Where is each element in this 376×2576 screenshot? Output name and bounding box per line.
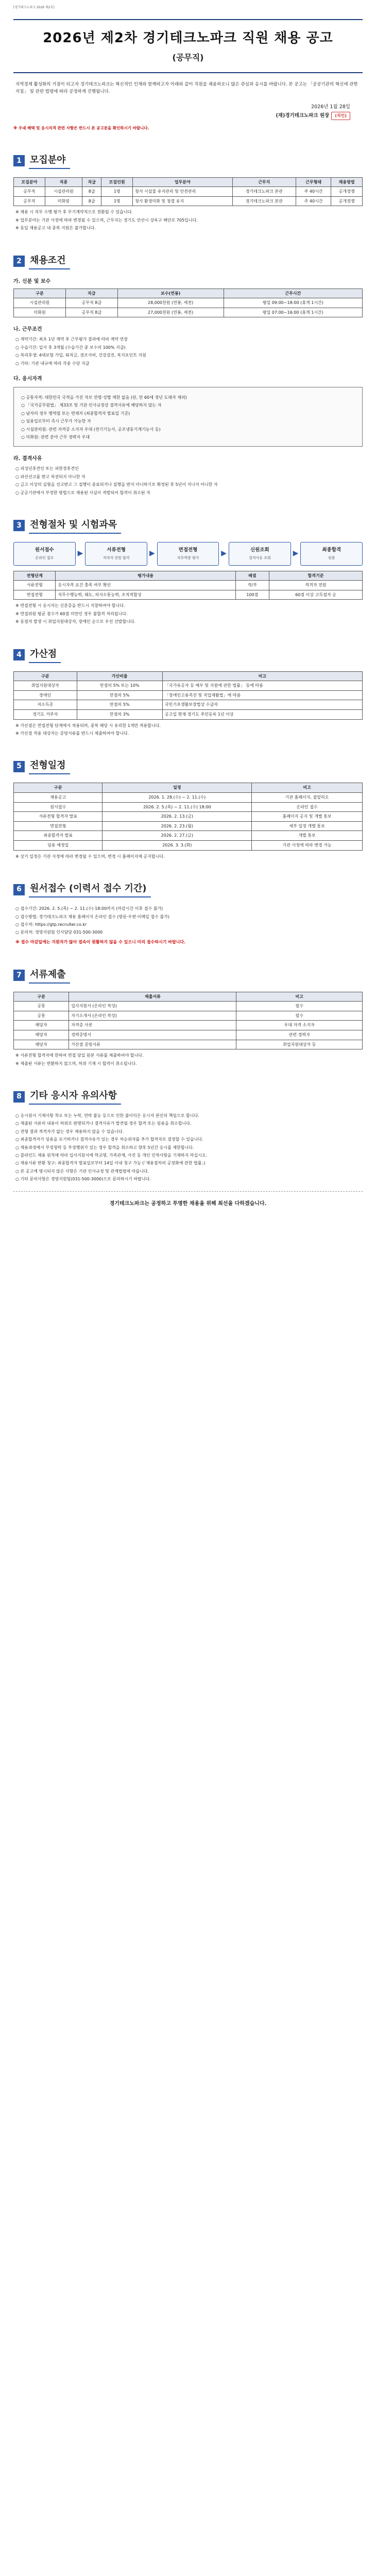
section-8-header — [13, 1089, 363, 1105]
conditions-sub2: 나. 근무조건 — [13, 327, 42, 333]
qualification-item: ○ 미화원: 관련 분야 근무 경력자 우대 — [21, 434, 90, 439]
docs-row — [14, 1011, 363, 1021]
process-step-name: 최종합격 — [322, 547, 341, 553]
docs-cell: 취업지원대상자 등 — [236, 1040, 363, 1049]
schedule-header-cell: 비고 — [252, 783, 363, 793]
schedule-row — [14, 812, 363, 822]
schedule-cell: 홈페이지 공지 및 개별 통보 — [252, 812, 363, 822]
caution-list — [15, 1113, 361, 1183]
bonus-cell: 장애인 — [14, 690, 77, 700]
docs-notes — [15, 1053, 361, 1067]
exam-cell: 서류전형 — [14, 581, 56, 590]
process-step-name: 면접전형 — [178, 547, 198, 553]
caution-item: ○ 채용서류 반환 청구: 최종합격자 발표일로부터 14일 이내 청구 가능 (「채용절차의 공정화에 관한 법률」) — [15, 1161, 206, 1166]
conditions-sub4: 라. 결격사유 — [13, 456, 42, 462]
schedule-header-cell: 일정 — [102, 783, 252, 793]
docs-cell: 관련 경력자 — [236, 1030, 363, 1040]
disqualification-list — [15, 466, 361, 496]
bonus-row — [14, 700, 363, 710]
qualification-item: ○ 임용일로부터 즉시 근무가 가능한 자 — [21, 419, 91, 424]
condition-item: ○ 계약기간: 최초 1년 계약 후 근무평가 결과에 따라 계약 연장 — [15, 337, 128, 342]
pay-cell: 공무직 8급 — [65, 308, 117, 317]
caution-item: ○ 최종합격자가 임용을 포기하거나 결격사유가 있는 경우 차순위자를 추가 합격자로 결정할 수 있습니다. — [15, 1137, 203, 1142]
section-8-title: 기타 응시자 유의사항 — [29, 1089, 121, 1105]
recruit-cell: 1명 — [101, 196, 133, 206]
exam-header-cell: 배점 — [235, 571, 269, 581]
docs-cell: 자기소개서 (온라인 작성) — [69, 1011, 236, 1021]
process-step-name: 서류전형 — [107, 547, 126, 553]
bonus-cell: 만점의 5% — [77, 700, 162, 710]
org-name: (재)경기테크노파크 원장 — [276, 113, 330, 119]
process-notes — [15, 603, 361, 625]
section-4-header — [13, 647, 363, 663]
docs-cell: 공통 — [14, 1011, 69, 1021]
section-4-number: 4 — [13, 649, 25, 660]
process-step-name: 신원조회 — [250, 547, 269, 553]
recruit-footnote: ※ 동일 채용공고 내 중복 지원은 불가합니다. — [15, 226, 96, 231]
qualification-box — [13, 387, 363, 447]
schedule-row — [14, 792, 363, 802]
bonus-header-cell: 비고 — [162, 671, 362, 681]
pay-row — [14, 308, 363, 317]
process-step — [13, 542, 76, 566]
section-6-title: 원서접수 (이력서 접수 기간) — [29, 882, 151, 897]
recruit-header-cell: 근무지 — [232, 177, 296, 187]
process-step-desc: 직무역량 평가 — [177, 556, 199, 561]
process-flow — [13, 542, 363, 566]
recruit-footnotes — [15, 209, 361, 231]
schedule-cell: 2026. 2. 5.(목) ~ 2. 11.(수) 18:00 — [102, 802, 252, 812]
section-5-number: 5 — [13, 761, 25, 772]
pay-cell: 평일 07:00~16:00 (휴게 1시간) — [224, 308, 362, 317]
schedule-table — [13, 783, 363, 850]
apply-item: ○ 접수처: https://gtp.recruiter.co.kr — [15, 922, 87, 927]
pay-table — [13, 289, 363, 318]
bonus-cell: 만점의 5% 또는 10% — [77, 681, 162, 691]
bonus-row — [14, 681, 363, 691]
bonus-cell: 「장애인고용촉진 및 직업재활법」에 따름 — [162, 690, 362, 700]
exam-row — [14, 581, 363, 590]
schedule-cell: 세부 일정 개별 통보 — [252, 821, 363, 831]
exam-cell: 100점 — [235, 590, 269, 600]
schedule-cell: 2026. 2. 27.(금) — [102, 831, 252, 841]
exam-row — [14, 590, 363, 600]
docs-cell: 자격증 사본 — [69, 1021, 236, 1030]
pay-header-cell: 직급 — [65, 289, 117, 298]
section-3-header — [13, 518, 363, 534]
recruit-header-cell: 직종 — [45, 177, 82, 187]
red-note: ※ 우대 혜택 및 응시자격 관련 사항은 반드시 본 공고문을 확인하시기 바랍니다. — [13, 126, 149, 131]
arrow-right-icon: ▶ — [293, 549, 299, 558]
process-step-name: 원서접수 — [35, 547, 54, 553]
bonus-note: ※ 가산점 적용 대상자는 증빙서류를 반드시 제출하여야 합니다. — [15, 731, 129, 736]
caution-item: ○ 본 공고에 명시되지 않은 사항은 기관 인사규정 및 관계법령에 따릅니다. — [15, 1168, 149, 1174]
section-7-header — [13, 968, 363, 984]
schedule-cell: 2026. 2. 13.(금) — [102, 812, 252, 822]
section-6-number: 6 — [13, 884, 25, 895]
schedule-cell: 기관 홈페이지, 잡알리오 — [252, 792, 363, 802]
apply-item: ○ 접수기간: 2026. 2. 5.(목) ~ 2. 11.(수) 18:00까지 (마감시간 이후 접수 불가) — [15, 906, 163, 911]
schedule-row — [14, 840, 363, 850]
section-1-title: 모집분야 — [29, 153, 70, 169]
recruit-header-cell: 직급 — [82, 177, 101, 187]
docs-cell: 필수 — [236, 1011, 363, 1021]
docs-note: ※ 제출된 서류는 반환하지 않으며, 허위 기재 시 합격이 취소됩니다. — [15, 1061, 137, 1066]
schedule-cell: 2026. 1. 28.(수) ~ 2. 11.(수) — [102, 792, 252, 802]
schedule-note: ※ 상기 일정은 기관 사정에 따라 변경될 수 있으며, 변경 시 홈페이지에 공지합니다. — [15, 854, 165, 859]
disqualification-item: ○ 금고 이상의 실형을 선고받고 그 집행이 종료되거나 집행을 받지 아니하기로 확정된 후 5년이 지나지 아니한 자 — [15, 482, 218, 487]
schedule-row — [14, 802, 363, 812]
section-1-number: 1 — [13, 155, 25, 166]
docs-cell: 해당자 — [14, 1030, 69, 1040]
recruit-header-cell: 모집분야 — [14, 177, 45, 187]
docs-cell: 해당자 — [14, 1040, 69, 1049]
seal-stamp: (직인) — [331, 112, 350, 120]
section-5-header — [13, 758, 363, 774]
section-3-number: 3 — [13, 520, 25, 531]
section-4-title: 가산점 — [29, 647, 61, 663]
docs-table — [13, 992, 363, 1050]
recruit-cell: 주 40시간 — [296, 187, 331, 197]
section-1-header — [13, 153, 363, 169]
docs-header-cell: 제출서류 — [69, 992, 236, 1002]
recruit-cell: 주 40시간 — [296, 196, 331, 206]
bonus-cell: 저소득층 — [14, 700, 77, 710]
page-title: 2026년 제2차 경기테크노파크 직원 채용 공고 — [43, 30, 333, 46]
conditions-sub3: 다. 응시자격 — [13, 376, 42, 382]
bonus-notes — [15, 723, 361, 737]
qualification-item: ○ 시설관리원: 관련 자격증 소지자 우대 (전기기능사, 공조냉동기계기능사 등) — [21, 427, 161, 432]
bonus-header-cell: 구분 — [14, 671, 77, 681]
recruit-footnote: ※ 업무분야는 기관 사정에 따라 변경될 수 있으며, 근무지는 경기도 안산시 상록구 해안로 705입니다. — [15, 217, 198, 223]
section-2-header — [13, 253, 363, 269]
docs-row — [14, 1040, 363, 1049]
schedule-cell: 원서접수 — [14, 802, 102, 812]
schedule-cell: 기관 사정에 따라 변경 가능 — [252, 840, 363, 850]
recruit-cell: 8급 — [82, 187, 101, 197]
schedule-row — [14, 821, 363, 831]
caution-item: ○ 응시원서 기재사항 착오 또는 누락, 연락 불능 등으로 인한 불이익은 응시자 본인의 책임으로 합니다. — [15, 1113, 199, 1118]
section-6-header — [13, 882, 363, 897]
recruit-header-cell: 업무분야 — [132, 177, 232, 187]
section-3-title: 전형절차 및 시험과목 — [29, 518, 121, 534]
schedule-cell: 온라인 접수 — [252, 802, 363, 812]
exam-cell: 직무수행능력, 태도, 의사소통능력, 조직적합성 — [56, 590, 235, 600]
process-step — [157, 542, 219, 566]
section-2-number: 2 — [13, 256, 25, 267]
schedule-cell: 채용공고 — [14, 792, 102, 802]
section-7-title: 서류제출 — [29, 968, 70, 984]
docs-note: ※ 서류전형 합격자에 한하여 면접 당일 원본 서류를 제출하여야 합니다. — [15, 1053, 144, 1058]
recruit-cell: 청사 환경미화 및 청결 유지 — [132, 196, 232, 206]
recruit-cell: 공개경쟁 — [331, 187, 363, 197]
arrow-right-icon: ▶ — [149, 549, 155, 558]
qualification-item: ○ 남자의 경우 병역필 또는 면제자 (최종합격자 발표일 기준) — [21, 411, 130, 416]
pay-header-cell: 근무시간 — [224, 289, 362, 298]
condition-item: ○ 수습기간: 입사 후 3개월 (수습기간 중 보수의 100% 지급) — [15, 345, 126, 350]
exam-cell: 60점 이상 고득점자 순 — [269, 590, 363, 600]
announce-org — [13, 112, 350, 120]
schedule-cell: 임용 예정일 — [14, 840, 102, 850]
intro-text: 지역경제 활성화의 거점이 되고자 경기테크노파크는 혁신적인 인재와 함께하고자 아래와 같이 직원을 채용하오니 많은 관심과 응시를 바랍니다. 본 공고는 「공공기관의 혁신에 관한 지침」 및 관련 법령에 따라 공정하게 진행됩니다. — [15, 82, 358, 94]
pay-cell: 시설관리원 — [14, 298, 66, 308]
pay-header-cell: 보수(연봉) — [117, 289, 224, 298]
docs-row — [14, 1021, 363, 1030]
arrow-right-icon: ▶ — [77, 549, 83, 558]
arrow-right-icon: ▶ — [221, 549, 227, 558]
bonus-cell: 취업지원대상자 — [14, 681, 77, 691]
docs-row — [14, 1002, 363, 1011]
recruit-cell: 공무직 — [14, 196, 45, 206]
exam-header-cell: 평가내용 — [56, 571, 235, 581]
caution-item: ○ 기타 문의사항은 경영지원팀(031-500-3000)으로 문의하시기 바랍니다. — [15, 1177, 151, 1182]
bonus-header-cell: 가산비율 — [77, 671, 162, 681]
exam-cell: 면접전형 — [14, 590, 56, 600]
divider — [13, 1191, 363, 1192]
apply-item: ○ 접수방법: 경기테크노파크 채용 홈페이지 온라인 접수 (방문·우편·이메일 접수 불가) — [15, 914, 169, 919]
recruit-cell: 미화원 — [45, 196, 82, 206]
page-subtitle: (공무직) — [172, 53, 204, 62]
title-box — [13, 19, 363, 73]
schedule-cell: 서류전형 합격자 발표 — [14, 812, 102, 822]
process-note: ※ 동점자 발생 시 취업지원대상자, 장애인 순으로 우선 선발합니다. — [15, 619, 136, 624]
recruit-table — [13, 177, 363, 207]
exam-header-cell: 합격기준 — [269, 571, 363, 581]
bonus-cell: 「국가유공자 등 예우 및 지원에 관한 법률」 등에 따름 — [162, 681, 362, 691]
exam-cell: 적/부 — [235, 581, 269, 590]
recruit-cell: 청사 시설물 유지관리 및 안전관리 — [132, 187, 232, 197]
closing-text: 경기테크노파크는 공정하고 투명한 채용을 위해 최선을 다하겠습니다. — [109, 1200, 267, 1207]
recruit-header-cell: 근무형태 — [296, 177, 331, 187]
recruit-cell: 시설관리원 — [45, 187, 82, 197]
schedule-header-cell: 구분 — [14, 783, 102, 793]
caution-item: ○ 채용과정에서 부정청탁 등 부정행위가 있는 경우 합격을 취소하고 향후 5년간 응시를 제한합니다. — [15, 1145, 194, 1150]
exam-cell: 응시자격 요건 충족 여부 확인 — [56, 581, 235, 590]
disqualification-item: ○ 공공기관에서 부정한 방법으로 채용된 사실이 적발되어 합격이 취소된 자 — [15, 490, 150, 495]
schedule-cell: 2026. 3. 3.(화) — [102, 840, 252, 850]
bonus-cell: 만점의 5% — [77, 690, 162, 700]
process-step — [85, 542, 147, 566]
conditions-list — [15, 336, 361, 367]
process-note: ※ 면접위원 평균 점수가 60점 미만인 경우 불합격 처리됩니다. — [15, 611, 128, 616]
recruit-header-cell: 채용방법 — [331, 177, 363, 187]
caution-item: ○ 전형 결과 적격자가 없는 경우 채용하지 않을 수 있습니다. — [15, 1129, 124, 1134]
docs-cell: 경력증명서 — [69, 1030, 236, 1040]
docs-cell: 입사지원서 (온라인 작성) — [69, 1002, 236, 1011]
bonus-cell: 만점의 3% — [77, 709, 162, 719]
apply-note: ※ 접수 마감일에는 지원자가 많아 접속이 원활하지 않을 수 있으니 미리 접수하시기 바랍니다. — [15, 939, 186, 944]
bonus-row — [14, 709, 363, 719]
pay-cell: 평일 09:00~18:00 (휴게 1시간) — [224, 298, 362, 308]
docs-cell: 필수 — [236, 1002, 363, 1011]
docs-cell: 해당자 — [14, 1021, 69, 1030]
bonus-cell: 국민기초생활보장법상 수급자 — [162, 700, 362, 710]
recruit-cell: 경기테크노파크 본관 — [232, 187, 296, 197]
docs-header-cell: 구분 — [14, 992, 69, 1002]
process-note: ※ 면접전형 시 응시자는 신분증을 반드시 지참하여야 합니다. — [15, 603, 125, 608]
process-step-desc: 임용 — [328, 556, 335, 561]
bonus-note: ※ 가산점은 면접전형 단계에서 적용되며, 중복 해당 시 유리한 1개만 적용합니다. — [15, 723, 161, 728]
docs-header-cell: 비고 — [236, 992, 363, 1002]
process-step — [229, 542, 291, 566]
bonus-table — [13, 671, 363, 720]
section-2-title: 채용조건 — [29, 253, 70, 269]
caution-item: ○ 제출된 서류의 내용이 허위로 판명되거나 결격사유가 발견될 경우 합격 또는 임용을 취소합니다. — [15, 1121, 192, 1126]
section-7-number: 7 — [13, 970, 25, 981]
recruit-cell: 공개경쟁 — [331, 196, 363, 206]
disqualification-item: ○ 파산선고를 받고 복권되지 아니한 자 — [15, 474, 86, 479]
schedule-cell: 2026. 2. 23.(월) — [102, 821, 252, 831]
schedule-cell: 최종합격자 발표 — [14, 831, 102, 841]
condition-item: ○ 복리후생: 4대보험 가입, 퇴직금, 경조사비, 건강검진, 복지포인트 지원 — [15, 353, 146, 358]
recruit-cell: 경기테크노파크 본관 — [232, 196, 296, 206]
schedule-cell: 면접전형 — [14, 821, 102, 831]
qualification-item: ○ 「국가공무원법」 제33조 및 기관 인사규정상 결격사유에 해당하지 않는 자 — [21, 403, 162, 408]
pay-cell: 27,000천원 (연봉, 세전) — [117, 308, 224, 317]
recruit-footnote: ※ 채용 시 직무 수행 평가 후 무기계약직으로 전환될 수 있습니다. — [15, 210, 133, 215]
recruit-header-cell: 모집인원 — [101, 177, 133, 187]
exam-table — [13, 571, 363, 600]
docs-cell: 우대 자격 소지자 — [236, 1021, 363, 1030]
recruit-row — [14, 187, 363, 197]
apply-item: ○ 문의처: 경영지원팀 인사담당 031-500-3000 — [15, 930, 103, 935]
schedule-cell: 개별 통보 — [252, 831, 363, 841]
docs-cell: 가산점 증빙서류 — [69, 1040, 236, 1049]
condition-item: ○ 기타: 기관 내규에 따라 각종 수당 지급 — [15, 361, 90, 366]
recruit-cell: 1명 — [101, 187, 133, 197]
recruit-cell: 공무직 — [14, 187, 45, 197]
process-step — [300, 542, 363, 566]
docs-row — [14, 1030, 363, 1040]
process-step-desc: 적격자 전원 합격 — [102, 556, 130, 561]
apply-list — [15, 906, 361, 936]
docs-cell: 공통 — [14, 1002, 69, 1011]
pay-cell: 공무직 8급 — [65, 298, 117, 308]
pay-cell: 28,000천원 (연봉, 세전) — [117, 298, 224, 308]
bonus-cell: 경기도 거주자 — [14, 709, 77, 719]
caution-item: ○ 블라인드 채용 원칙에 따라 입사지원서에 학교명, 가족관계, 사진 등 개인 인적사항을 기재하지 마십시오. — [15, 1153, 208, 1158]
pay-cell: 미화원 — [14, 308, 66, 317]
qualification-item: ○ 공통자격: 대한민국 국적을 가진 자로 연령·성별 제한 없음 (단, 만 60세 정년 도래자 제외) — [21, 395, 187, 400]
pay-row — [14, 298, 363, 308]
bonus-cell: 공고일 현재 경기도 주민등록 1년 이상 — [162, 709, 362, 719]
process-step-desc: 온라인 접수 — [35, 556, 54, 561]
recruit-row — [14, 196, 363, 206]
schedule-row — [14, 831, 363, 841]
section-8-number: 8 — [13, 1091, 25, 1103]
process-step-desc: 결격사유 조회 — [248, 556, 271, 561]
announce-date: 2026년 1월 28일 — [311, 104, 350, 110]
bonus-row — [14, 690, 363, 700]
pay-header-cell: 구분 — [14, 289, 66, 298]
section-5-title: 전형일정 — [29, 758, 70, 774]
exam-cell: 적격자 전원 — [269, 581, 363, 590]
exam-header-cell: 전형단계 — [14, 571, 56, 581]
top-note: [경기테크노파크 2026 제2호] — [13, 6, 55, 9]
disqualification-item: ○ 피성년후견인 또는 피한정후견인 — [15, 466, 79, 471]
recruit-cell: 8급 — [82, 196, 101, 206]
conditions-sub1: 가. 신분 및 보수 — [13, 278, 51, 284]
